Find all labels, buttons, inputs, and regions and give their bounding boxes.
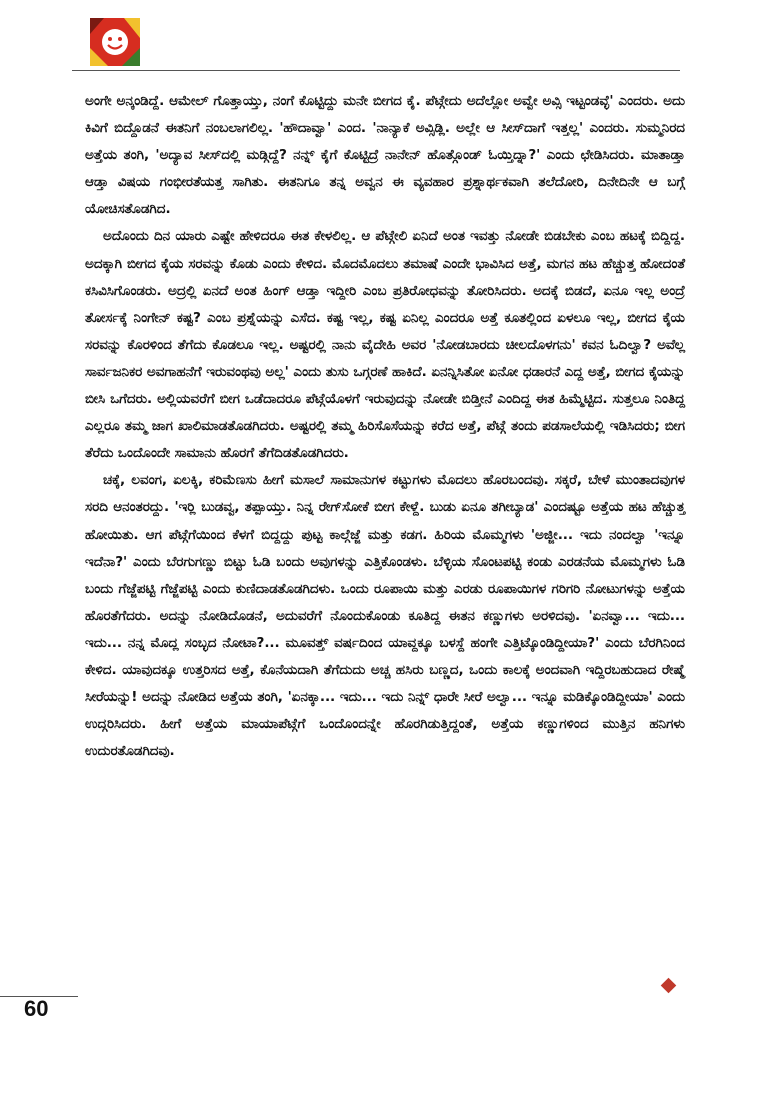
page-number: 60 bbox=[24, 996, 49, 1021]
end-mark-diamond bbox=[661, 978, 677, 994]
magazine-logo bbox=[90, 18, 140, 66]
paragraph-1: ಅಂಗೇ ಅನ್ಕಂಡಿದ್ದೆ. ಆಮೇಲ್ ಗೊತ್ತಾಯ್ತು, ನಂಗೆ ಕೊಟ್ಟಿದ್ದು ಮನೇ ಬೀಗದ ಕೈ. ಪೆಟ್ಗೇದು ಅದೆಲ್ಲೋ ಅವ್ವೇ ಅವ್ಸಿ ಇಟ್ಟಂಡವ್ಳೆ' ಎಂದರು. ಅದು ಕಿವಿಗೆ ಬಿದ್ದೊಡನೆ ಈತನಿಗೆ ನಂಬಲಾಗಲಿಲ್ಲ. 'ಹೌದಾವ್ವಾ' ಎಂದ. 'ನಾನ್ಯಾಕೆ ಅವ್ಸಿಡ್ಲಿ. ಅಲ್ಲೇ ಆ ಸೀಸ್‌ದಾಗೆ ಇತ್ತಲ್ಲ' ಎಂದರು. ಸುಮ್ಮನಿರದ ಅತ್ತೆಯ ತಂಗಿ, 'ಅದ್ಯಾವ ಸೀಸ್‌ದಲ್ಲಿ ಮಡ್ಗಿದ್ದೆ? ನನ್ನ್ ಕೈಗೆ ಕೊಟ್ಟಿದ್ರೆ ನಾನೇನ್ ಹೊತ್ಗೊಂಡ್ ಓಯ್ತಿದ್ನಾ?' ಎಂದು ಛೇಡಿಸಿದರು. ಮಾತಾಡ್ತಾ ಆಡ್ತಾ ವಿಷಯ ಗಂಭೀರತೆಯತ್ತ ಸಾಗಿತು. ಈತನಿಗೂ ತನ್ನ ಅವ್ವನ ಈ ವ್ಯವಹಾರ ಪ್ರಶ್ನಾರ್ಥಕವಾಗಿ ತಲೆದೋರಿ, ದಿನೇದಿನೇ ಆ ಬಗ್ಗೆ ಯೋಚಿಸತೊಡಗಿದ. bbox=[85, 93, 685, 218]
article-body bbox=[85, 88, 685, 765]
paragraph-3: ಚಕ್ಕೆ, ಲವಂಗ, ಏಲಕ್ಕಿ, ಕರಿಮೆಣಸು ಹೀಗೆ ಮಸಾಲೆ ಸಾಮಾನುಗಳ ಕಟ್ಟುಗಳು ಮೊದಲು ಹೊರಬಂದವು. ಸಕ್ಕರೆ, ಬೇಳೆ ಮುಂತಾದವುಗಳ ಸರದಿ ಆನಂತರದ್ದು. 'ಇರ್‍ಲಿ ಬುಡವ್ವ, ತಪ್ಪಾಯ್ತು. ನಿನ್ನ ರೇಗ್‌ಸೋಕೆ ಬೀಗ ಕೇಳ್ದೆ. ಬುಡು ಏನೂ ತಗೀಬ್ಯಾಡ' ಎಂದಷ್ಟೂ ಅತ್ತೆಯ ಹಟ ಹೆಚ್ಚುತ್ತ ಹೋಯಿತು. ಆಗ ಪೆಟ್ಗೆಗೆಯಿಂದ ಕೆಳಗೆ ಬಿದ್ದದ್ದು ಪುಟ್ಟ ಕಾಲ್ಗೆಜ್ಜೆ ಮತ್ತು ಕಡಗ. ಹಿರಿಯ ಮೊಮ್ಮಗಳು 'ಅಜ್ಜೀ... ಇದು ನಂದಲ್ವಾ 'ಇನ್ನೂ ಇದೆನಾ?' ಎಂದು ಬೆರಗುಗಣ್ಣು ಬಿಟ್ಟು ಓಡಿ ಬಂದು ಅವುಗಳನ್ನು ಎತ್ತಿಕೊಂಡಳು. ಬೆಳ್ಳಿಯ ಸೊಂಟಪಟ್ಟಿ ಕಂಡು ಎರಡನೆಯ ಮೊಮ್ಮಗಳು ಓಡಿ ಬಂದು ಗೆಜ್ಜೆಪಟ್ಟಿ ಗೆಜ್ಜೆಪಟ್ಟಿ ಎಂದು ಕುಣಿದಾಡತೊಡಗಿದಳು. ಒಂದು ರೂಪಾಯಿ ಮತ್ತು ಎರಡು ರೂಪಾಯಿಗಳ ಗರಿಗರಿ ನೋಟುಗಳನ್ನು ಅತ್ತೆಯ ಹೊರತೆಗೆದರು. ಅದನ್ನು ನೋಡಿದೊಡನೆ, ಅದುವರೆಗೆ ನೊಂದುಕೊಂಡು ಕೂತಿದ್ದ ಈತನ ಕಣ್ಣುಗಳು ಅರಳಿದವು. 'ಏನವ್ವಾ... ಇದು... ಇದು... ನನ್ನ ಮೊದ್ಲ ಸಂಬ್ಳದ ನೋಟಾ?... ಮೂವತ್ತ್ ವರ್ಷದಿಂದ ಯಾವ್ದಕ್ಕೂ ಬಳಸ್ದೆ ಹಂಗೇ ಎತ್ತಿಟ್ಕೊಂಡಿದ್ದೀಯಾ?' ಎಂದು ಬೆರಗಿನಿಂದ ಕೇಳಿದ. ಯಾವುದಕ್ಕೂ ಉತ್ತರಿಸದ ಅತ್ತೆ, ಕೊನೆಯದಾಗಿ ತೆಗೆದುದು ಅಚ್ಚ ಹಸಿರು ಬಣ್ಣದ, ಒಂದು ಕಾಲಕ್ಕೆ ಅಂದವಾಗಿ ಇದ್ದಿರಬಹುದಾದ ರೇಷ್ಮೆ ಸೀರೆಯನ್ನು! ಅದನ್ನು ನೋಡಿದ ಅತ್ತೆಯ ತಂಗಿ, 'ಏನಕ್ಕಾ... ಇದು... ಇದು ನಿನ್ನ್ ಧಾರೇ ಸೀರೆ ಅಲ್ವಾ... ಇನ್ನೂ ಮಡಿಕ್ಕೊಂಡಿದ್ದೀಯಾ' ಎಂದು ಉದ್ಗರಿಸಿದರು. ಹೀಗೆ ಅತ್ತೆಯ ಮಾಯಾಪೆಟ್ಗೆಗೆ ಒಂದೊಂದನ್ನೇ ಹೊರಗಿಡುತ್ತಿದ್ದಂತೆ, ಅತ್ತೆಯ ಕಣ್ಣುಗಳಿಂದ ಮುತ್ತಿನ ಹನಿಗಳು ಉದುರತೊಡಗಿದವು. bbox=[85, 472, 685, 760]
header-rule bbox=[72, 70, 680, 71]
paragraph-2: ಅದೊಂದು ದಿನ ಯಾರು ಎಷ್ಟೇ ಹೇಳಿದರೂ ಈತ ಕೇಳಲಿಲ್ಲ. ಆ ಪೆಟ್ಗೇಲಿ ಏನಿದೆ ಅಂತ ಇವತ್ತು ನೋಡೇ ಬಿಡಬೇಕು ಎಂಬ ಹಟಕ್ಕೆ ಬಿದ್ದಿದ್ದ. ಅದಕ್ಕಾಗಿ ಬೀಗದ ಕೈಯ ಸರವನ್ನು ಕೊಡು ಎಂದು ಕೇಳಿದ. ಮೊದಮೊದಲು ತಮಾಷೆ ಎಂದೇ ಭಾವಿಸಿದ ಅತ್ತೆ, ಮಗನ ಹಟ ಹೆಚ್ಚುತ್ತ ಹೋದಂತೆ ಕಸಿವಿಸಿಗೊಂಡರು. ಅದ್ರಲ್ಲಿ ಏನದೆ ಅಂತ ಹಿಂಗ್ ಆಡ್ತಾ ಇದ್ದೀರಿ ಎಂಬ ಪ್ರತಿರೋಧವನ್ನು ತೋರಿಸಿದರು. ಅದಕ್ಕೆ ಬಿಡದೆ, ಏನೂ ಇಲ್ಲ ಅಂದ್ರೆ ತೋರ್ಸಕ್ಕೆ ನಿಂಗೇನ್ ಕಷ್ಟ? ಎಂಬ ಪ್ರಶ್ನೆಯನ್ನು ಎಸೆದ. ಕಷ್ಟ ಇಲ್ಲ, ಕಷ್ಟ ಏನಿಲ್ಲ ಎಂದರೂ ಅತ್ತೆ ಕೂತಲ್ಲಿಂದ ಏಳಲೂ ಇಲ್ಲ, ಬೀಗದ ಕೈಯ ಸರವನ್ನು ಕೊರಳಿಂದ ತೆಗೆದು ಕೊಡಲೂ ಇಲ್ಲ. ಅಷ್ಟರಲ್ಲಿ ನಾನು ವೈದೇಹಿ ಅವರ 'ನೋಡಬಾರದು ಚೀಲದೊಳಗನು' ಕವನ ಓದಿಲ್ವಾ? ಅವೆಲ್ಲ ಸಾರ್ವಜನಿಕರ ಅವಗಾಹನೆಗೆ ಇರುವಂಥವು ಅಲ್ಲ' ಎಂದು ತುಸು ಒಗ್ಗರಣೆ ಹಾಕಿದೆ. ಏನನ್ನಿಸಿತೋ ಏನೋ ಧಡಾರನೆ ಎದ್ದ ಅತ್ತೆ, ಬೀಗದ ಕೈಯನ್ನು ಬೀಸಿ ಒಗೆದರು. ಅಲ್ಲಿಯವರೆಗೆ ಬೀಗ ಒಡೆದಾದರೂ ಪೆಟ್ಗೆಯೊಳಗೆ ಇರುವುದನ್ನು ನೋಡೇ ಬಿಡ್ತೀನೆ ಎಂದಿದ್ದ ಈತ ಹಿಮ್ಮೆಟ್ಟಿದ. ಸುತ್ತಲೂ ನಿಂತಿದ್ದ ಎಲ್ಲರೂ ತಮ್ಮ ಜಾಗ ಖಾಲಿಮಾಡತೊಡಗಿದರು. ಅಷ್ಟರಲ್ಲಿ ತಮ್ಮ ಹಿರಿಸೊಸೆಯನ್ನು ಕರೆದ ಅತ್ತೆ, ಪೆಟ್ಗೆ ತಂದು ಪಡಸಾಲೆಯಲ್ಲಿ ಇಡಿಸಿದರು; ಬೀಗ ತೆರೆದು ಒಂದೊಂದೇ ಸಾಮಾನು ಹೊರಗೆ ತೆಗೆದಿಡತೊಡಗಿದರು. bbox=[85, 228, 685, 462]
smiley-face-icon bbox=[90, 18, 140, 66]
